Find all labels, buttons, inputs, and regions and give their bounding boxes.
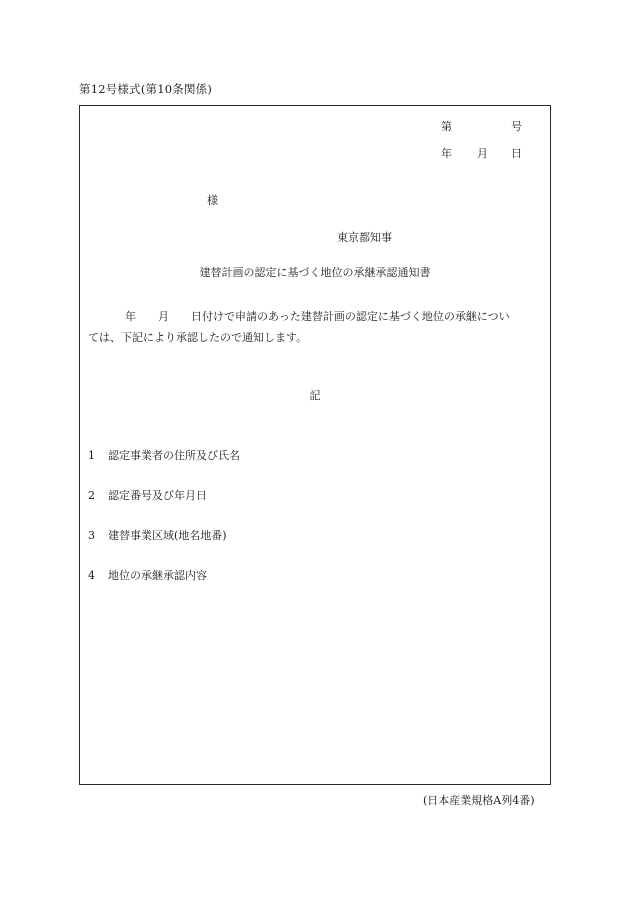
document-frame — [79, 105, 551, 785]
ki-heading: 記 — [309, 389, 321, 402]
list-item — [88, 567, 207, 583]
addressee-suffix: 様 — [207, 194, 218, 207]
list-item — [88, 527, 227, 543]
list-item-number: 4 — [88, 569, 95, 582]
body-line-1 — [125, 308, 510, 324]
list-item-label: 地位の承継承認内容 — [108, 569, 207, 582]
paper-size-note: (日本産業規格A列4番) — [423, 794, 535, 807]
form-number-label: 第12号様式(第10条関係) — [79, 82, 213, 96]
list-item-number: 3 — [88, 529, 95, 542]
body-line-2: ては、下記により承認したので通知します。 — [88, 331, 308, 344]
body-year-label: 年 — [125, 310, 136, 323]
date-year-label: 年 — [441, 147, 452, 160]
document-number-prefix: 第 — [441, 120, 452, 133]
date-day-label: 日 — [511, 147, 522, 160]
list-item-number: 2 — [88, 489, 95, 502]
document-title: 建替計画の認定に基づく地位の承継承認通知書 — [199, 266, 431, 279]
list-item — [88, 487, 207, 503]
list-item — [88, 447, 240, 463]
list-item-label: 認定事業者の住所及び氏名 — [108, 449, 240, 462]
sender-name: 東京都知事 — [337, 231, 392, 244]
body-month-label: 月 — [158, 310, 169, 323]
date-month-label: 月 — [477, 147, 488, 160]
list-item-label: 認定番号及び年月日 — [108, 489, 207, 502]
body-line-1-text: 日付けで申請のあった建替計画の認定に基づく地位の承継につい — [191, 310, 510, 323]
list-item-label: 建替事業区域(地名地番) — [108, 529, 227, 542]
document-number-suffix: 号 — [511, 120, 522, 133]
list-item-number: 1 — [88, 449, 95, 462]
